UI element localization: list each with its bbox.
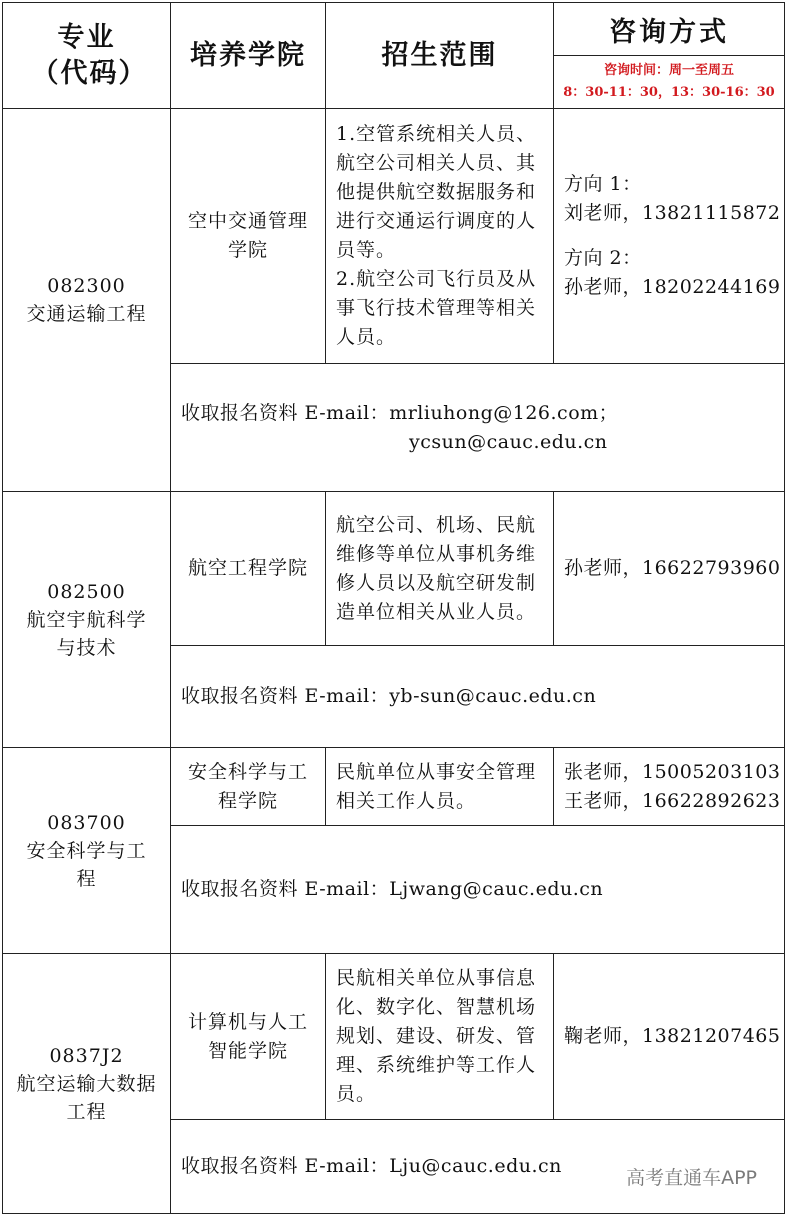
- major-name: 航空宇航科学与技术: [26, 608, 147, 659]
- major-code: 083700: [47, 811, 126, 834]
- email-label: 收取报名资料 E-mail：: [181, 878, 390, 900]
- college-name: 安全科学与工程学院: [187, 760, 308, 812]
- email-cell: [171, 646, 785, 748]
- college-cell: [171, 109, 326, 364]
- email-cell: [171, 364, 785, 492]
- major-name: 安全科学与工程: [26, 839, 147, 890]
- contact-line: 孙老师，18202244169: [564, 276, 781, 298]
- contact-cell: [554, 492, 785, 646]
- email-label: 收取报名资料 E-mail：: [181, 1155, 390, 1177]
- header-scope: 招生范围: [326, 3, 554, 109]
- email-address[interactable]: mrliuhong@126.com；: [389, 401, 619, 424]
- major-cell: [3, 109, 171, 492]
- contact-line: 张老师，15005203103: [564, 760, 781, 783]
- contact-line: 方向 1：: [564, 173, 642, 195]
- college-cell: [171, 954, 326, 1120]
- major-cell: [3, 748, 171, 954]
- college-cell: [171, 492, 326, 646]
- contact-cell: [554, 748, 785, 826]
- contact-cell: [554, 954, 785, 1120]
- college-cell: [171, 748, 326, 826]
- consult-time-line2: 8：30-11：30，13：30-16：30: [563, 85, 775, 100]
- email-label: 收取报名资料 E-mail：: [181, 685, 390, 707]
- contact-line: 方向 2：: [564, 247, 642, 269]
- header-consult-time: [554, 56, 785, 109]
- watermark: 高考直通车APP: [626, 1167, 757, 1189]
- email-label: 收取报名资料 E-mail：: [181, 401, 390, 424]
- header-college: 培养学院: [171, 3, 326, 109]
- major-code: 082300: [47, 275, 126, 297]
- email-address[interactable]: Ljwang@cauc.edu.cn: [389, 878, 604, 900]
- scope-cell: [326, 954, 554, 1120]
- scope-text: 1.空管系统相关人员、航空公司相关人员、其他提供航空数据服务和进行交通运行调度的人员等。 2.航空公司飞行员及从事飞行技术管理等相关人员。: [336, 123, 537, 348]
- major-name: 航空运输大数据工程: [16, 1072, 157, 1123]
- header-consult-title: 咨询方式: [554, 3, 785, 56]
- college-name: 计算机与人工智能学院: [187, 1010, 308, 1062]
- scope-text: 民航单位从事安全管理相关工作人员。: [336, 760, 537, 812]
- college-name: 空中交通管理学院: [187, 210, 308, 261]
- major-cell: [3, 492, 171, 748]
- email-address[interactable]: yb-sun@cauc.edu.cn: [389, 685, 597, 707]
- contact-line: 王老师，16622892623: [564, 789, 781, 812]
- contact-cell: [554, 109, 785, 364]
- major-code: 0837J2: [49, 1044, 124, 1067]
- contact-line: 刘老师，13821115872: [564, 202, 781, 224]
- scope-text: 航空公司、机场、民航维修等单位从事机务维修人员以及航空研发制造单位相关从业人员。: [336, 513, 537, 623]
- email-address-2[interactable]: ycsun@cauc.edu.cn: [409, 430, 608, 453]
- header-major-label: 专业（代码）: [31, 21, 148, 89]
- college-name: 航空工程学院: [187, 557, 308, 579]
- major-code: 082500: [47, 580, 126, 603]
- scope-cell: [326, 748, 554, 826]
- scope-cell: [326, 492, 554, 646]
- header-major: [3, 3, 171, 109]
- major-cell: [3, 954, 171, 1214]
- scope-cell: [326, 109, 554, 364]
- consult-time-line1: 咨询时间：周一至周五: [603, 63, 734, 78]
- admissions-table: [2, 2, 785, 1214]
- email-address[interactable]: Lju@cauc.edu.cn: [389, 1155, 562, 1177]
- scope-text: 民航相关单位从事信息化、数字化、智慧机场规划、建设、研发、管理、系统维护等工作人员。: [336, 967, 537, 1105]
- email-cell: [171, 826, 785, 954]
- contact-line: 鞠老师，13821207465: [564, 1025, 781, 1047]
- major-name: 交通运输工程: [26, 303, 147, 325]
- contact-line: 孙老师，16622793960: [564, 557, 781, 579]
